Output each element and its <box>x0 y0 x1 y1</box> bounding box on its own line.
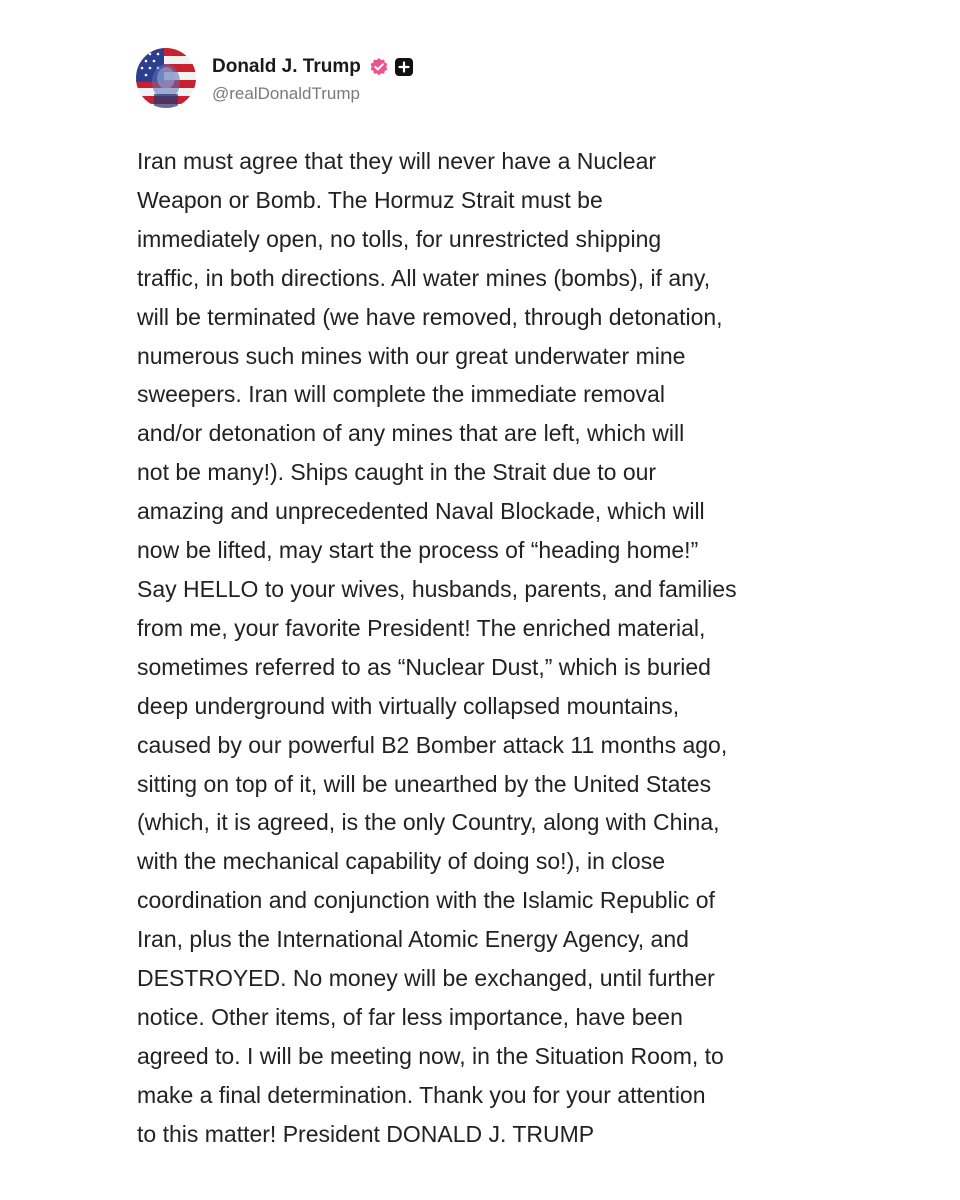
post-text-line: will be terminated (we have removed, through detonation, <box>137 303 723 330</box>
post-text-line: immediately open, no tolls, for unrestricted shipping <box>137 225 662 252</box>
post-text-line: from me, your favorite President! The enriched material, <box>137 614 706 641</box>
author-display-name[interactable]: Donald J. Trump <box>212 56 361 77</box>
verified-badge-icon <box>369 57 389 77</box>
post-text-line: to this matter! President DONALD J. TRUMP <box>137 1120 595 1147</box>
post-text-line: sometimes referred to as “Nuclear Dust,” which is buried <box>137 653 711 680</box>
post-text-line: with the mechanical capability of doing so!), in close <box>137 848 666 875</box>
post-text-line: (which, it is agreed, is the only Country, along with China, <box>137 809 720 836</box>
plus-square-icon <box>395 58 413 76</box>
post-text-line: traffic, in both directions. All water mines (bombs), if any, <box>137 264 711 291</box>
post-header <box>136 46 413 110</box>
post-text-line: deep underground with virtually collapsed mountains, <box>137 692 680 719</box>
post-text-line: and/or detonation of any mines that are left, which will <box>137 420 685 447</box>
avatar[interactable] <box>136 48 196 108</box>
post-text-line: make a final determination. Thank you for your attention <box>137 1081 706 1108</box>
post-text-line: not be many!). Ships caught in the Strait due to our <box>137 459 657 486</box>
post-text <box>137 142 837 1154</box>
post-text-line: agreed to. I will be meeting now, in the Situation Room, to <box>137 1042 724 1069</box>
post-text-line: sweepers. Iran will complete the immediate removal <box>137 381 665 408</box>
post-text-line: sitting on top of it, will be unearthed by the United States <box>137 770 712 797</box>
post-text-line: Say HELLO to your wives, husbands, parents, and families <box>137 575 737 602</box>
post-text-line: Iran must agree that they will never have a Nuclear <box>137 148 657 174</box>
post-text-line: Iran, plus the International Atomic Energy Agency, and <box>137 926 689 953</box>
post-text-line: coordination and conjunction with the Islamic Republic of <box>137 887 715 914</box>
post-text-line: now be lifted, may start the process of “heading home!” <box>137 537 699 564</box>
post-text-line: numerous such mines with our great underwater mine <box>137 342 686 369</box>
post-text-line: Weapon or Bomb. The Hormuz Strait must be <box>137 186 603 213</box>
post-text-line: notice. Other items, of far less importance, have been <box>137 1003 683 1030</box>
post-text-line: amazing and unprecedented Naval Blockade, which will <box>137 498 705 525</box>
post-text-line: DESTROYED. No money will be exchanged, until further <box>137 965 715 992</box>
post-text-line: caused by our powerful B2 Bomber attack 11 months ago, <box>137 731 728 758</box>
author-identity <box>212 52 413 104</box>
author-handle[interactable]: @realDonaldTrump <box>212 84 360 103</box>
avatar-flag-portrait-image <box>136 48 196 108</box>
name-row <box>212 52 413 82</box>
